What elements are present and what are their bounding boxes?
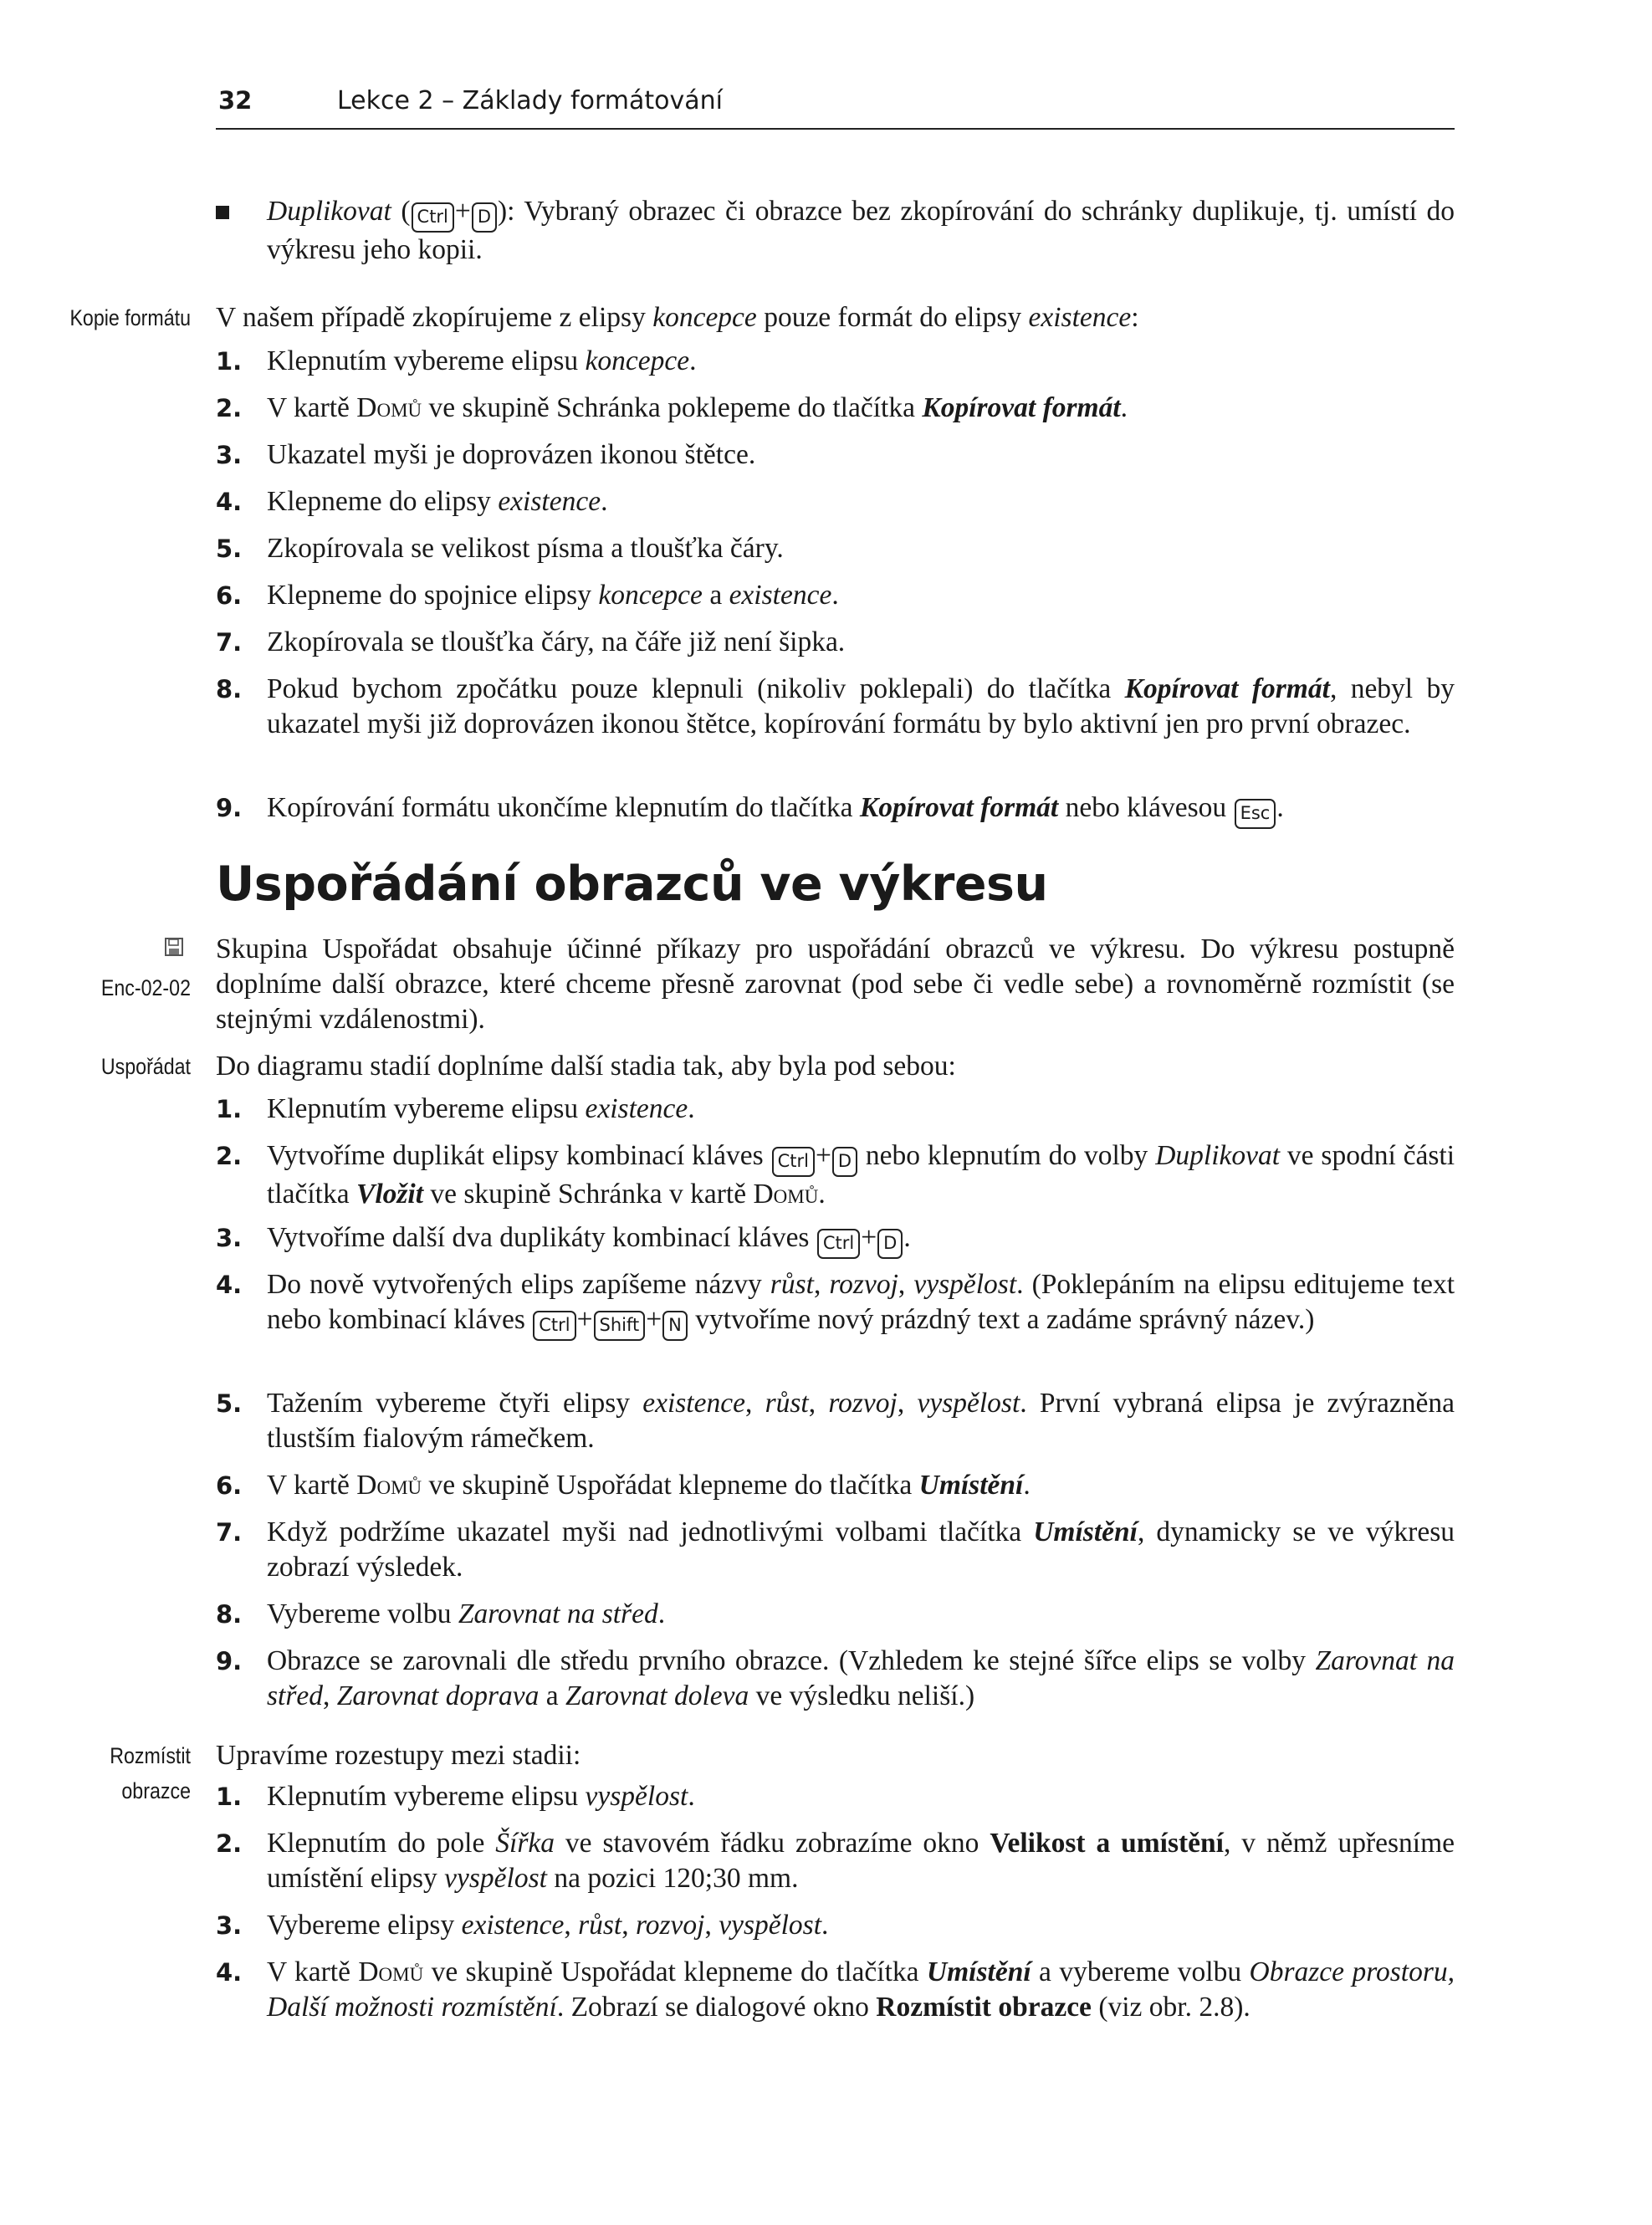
floppy-disk-icon — [164, 937, 184, 957]
step-text: Vytvoříme duplikát elipsy kombinací kláves Ctrl + D nebo klepnutím do volby Duplikovat ve spodní části tlačítka Vložit ve skupině Schránka v kartě Domů. — [267, 1140, 1455, 1210]
margin-note-kopie-formatu: Kopie formátu — [69, 305, 191, 330]
step-number: 3. — [216, 1911, 243, 1940]
section1-intro: V našem případě zkopírujeme z elipsy koncepce pouze formát do elipsy existence: — [216, 302, 1139, 333]
step-number: 2. — [216, 1142, 243, 1170]
step-text: V kartě Domů ve skupině Uspořádat klepneme do tlačítka Umístění a vybereme volbu Obrazce prostoru, Další možnosti rozmístění. Zobrazí se dialogové okno Rozmístit obrazce (viz obr. 2.8). — [267, 1956, 1455, 2023]
ctrl-key-icon: Ctrl — [533, 1311, 575, 1341]
step-number: 1. — [216, 347, 243, 376]
step-text: Obrazce se zarovnali dle středu prvního obrazce. (Vzhledem ke stejné šířce elips se volby Zarovnat na střed, Zarovnat doprava a Zarovnat doleva ve výsledku neliší.) — [267, 1645, 1455, 1711]
step-number: 1. — [216, 1095, 243, 1123]
page-number: 32 — [218, 86, 253, 115]
step-number: 3. — [216, 441, 243, 469]
step-text: Zkopírovala se velikost písma a tloušťka čáry. — [267, 533, 784, 564]
d-key-icon: D — [877, 1229, 903, 1259]
section2-intro: Skupina Uspořádat obsahuje účinné příkazy pro uspořádání obrazců ve výkresu. Do výkresu postupně doplníme další obrazce, které chceme přesně zarovnat (pod sebe či vedle sebe) a rovnoměrně rozmístit (se stejnými vzdálenostmi). — [216, 933, 1455, 1035]
margin-note-rozmistit: Rozmístit — [110, 1743, 191, 1768]
d-key-icon: D — [832, 1147, 857, 1177]
step-text: Klepnutím vybereme elipsu vyspělost. — [267, 1781, 695, 1812]
section-heading: Uspořádání obrazců ve výkresu — [216, 857, 1048, 912]
step-number: 9. — [216, 1647, 243, 1675]
header-rule — [216, 128, 1455, 130]
step-text: Klepnutím vybereme elipsu koncepce. — [267, 345, 697, 376]
step-number: 3. — [216, 1224, 243, 1252]
section3-intro: Upravíme rozestupy mezi stadii: — [216, 1740, 581, 1771]
step-text: Vytvoříme další dva duplikáty kombinací kláves Ctrl + D . — [267, 1220, 1455, 1259]
step-text: Vybereme volbu Zarovnat na střed. — [267, 1598, 666, 1629]
step-text: Klepneme do spojnice elipsy koncepce a existence. — [267, 580, 839, 611]
step-number: 4. — [216, 488, 243, 516]
step-number: 5. — [216, 535, 243, 563]
step-number: 4. — [216, 1958, 243, 1987]
ctrl-key-icon: Ctrl — [817, 1229, 860, 1259]
n-key-icon: N — [662, 1311, 688, 1341]
step-number: 5. — [216, 1389, 243, 1418]
shift-key-icon: Shift — [594, 1311, 646, 1341]
step-number: 9. — [216, 794, 243, 822]
step-text: Ukazatel myši je doprovázen ikonou štětce. — [267, 439, 756, 470]
step-number: 7. — [216, 628, 243, 657]
step-text: Klepnutím do pole Šířka ve stavovém řádku zobrazíme okno Velikost a umístění, v němž upřesníme umístění elipsy vyspělost na pozici 120;30 mm. — [267, 1828, 1455, 1894]
step-text: Tažením vybereme čtyři elipsy existence, růst, rozvoj, vyspělost. První vybraná elipsa je zvýrazněna tlustším fialovým rámečkem. — [267, 1388, 1455, 1454]
esc-key-icon: Esc — [1235, 799, 1276, 829]
step-number: 1. — [216, 1783, 243, 1811]
margin-note-usporadat: Uspořádat — [100, 1054, 191, 1079]
d-key-icon: D — [472, 202, 497, 233]
margin-note-enc: Enc-02-02 — [100, 975, 191, 1000]
step-text: Do nově vytvořených elips zapíšeme názvy růst, rozvoj, vyspělost. (Poklepáním na elipsu editujeme text nebo kombinací kláves Ctrl + Shift + N vytvoříme nový prázdný text a zadáme správný název.) — [267, 1267, 1455, 1341]
running-header-title: Lekce 2 – Základy formátování — [337, 86, 723, 115]
step-number: 6. — [216, 581, 243, 610]
step-number: 2. — [216, 1829, 243, 1858]
ctrl-key-icon: Ctrl — [772, 1147, 815, 1177]
bullet-text: Duplikovat ( Ctrl + D ): Vybraný obrazec či obrazce bez zkopírování do schránky duplikuje, tj. umístí do výkresu jeho kopii. — [267, 196, 1455, 265]
step-text: V kartě Domů ve skupině Uspořádat klepneme do tlačítka Umístění. — [267, 1470, 1031, 1501]
step-text: Klepneme do elipsy existence. — [267, 486, 608, 517]
step-number: 4. — [216, 1271, 243, 1299]
step-text: Klepnutím vybereme elipsu existence. — [267, 1093, 695, 1124]
step-number: 2. — [216, 394, 243, 422]
step-text: Kopírování formátu ukončíme klepnutím do tlačítka Kopírovat formát nebo klávesou Esc . — [267, 790, 1455, 829]
step-text: Pokud bychom zpočátku pouze klepnuli (nikoliv poklepali) do tlačítka Kopírovat formát, nebyl by ukazatel myši již doprovázen ikonou štětce, kopírování formátu by bylo aktivní jen pro první obrazec. — [267, 673, 1455, 739]
step-text: V kartě Domů ve skupině Schránka poklepeme do tlačítka Kopírovat formát. — [267, 392, 1128, 423]
step-text: Vybereme elipsy existence, růst, rozvoj, vyspělost. — [267, 1910, 829, 1941]
ctrl-key-icon: Ctrl — [412, 202, 454, 233]
bullet-square-icon — [216, 206, 229, 219]
step-number: 6. — [216, 1471, 243, 1500]
section2-intro2: Do diagramu stadií doplníme další stadia tak, aby byla pod sebou: — [216, 1051, 956, 1082]
step-text: Když podržíme ukazatel myši nad jednotlivými volbami tlačítka Umístění, dynamicky se ve výkresu zobrazí výsledek. — [267, 1517, 1455, 1583]
step-number: 8. — [216, 675, 243, 703]
margin-note-obrazce: obrazce — [121, 1778, 191, 1803]
step-number: 8. — [216, 1600, 243, 1629]
step-text: Zkopírovala se tloušťka čáry, na čáře již není šipka. — [267, 627, 846, 657]
step-number: 7. — [216, 1518, 243, 1547]
